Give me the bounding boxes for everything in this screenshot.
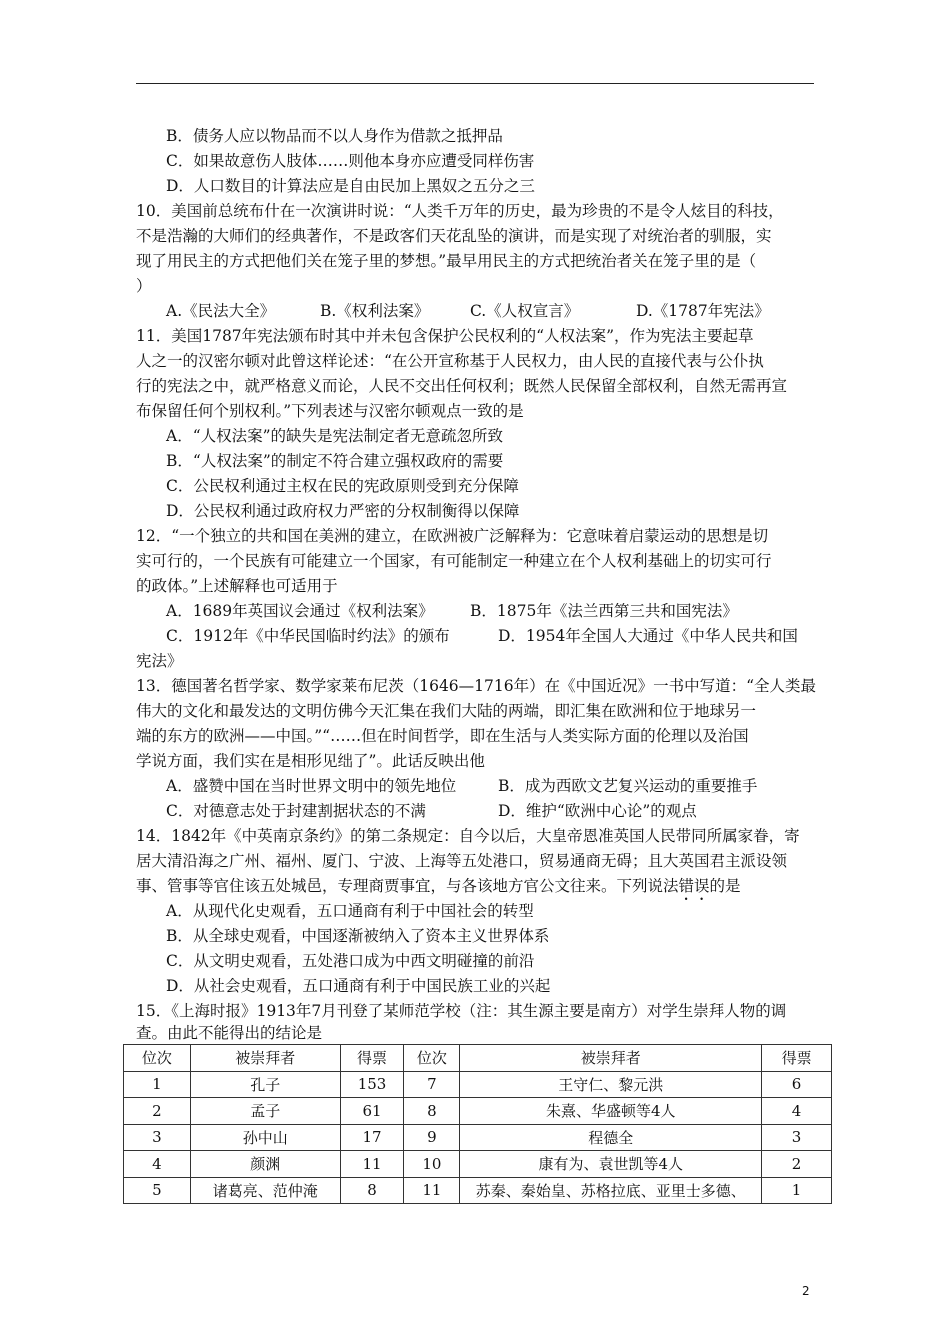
table-row <box>124 1098 832 1125</box>
q11-option-c: C．公民权利通过主权在民的宪政原则受到充分保障 <box>166 477 519 495</box>
q13-line: 学说方面，我们实在是相形见绌了”。此话反映出他 <box>136 752 485 770</box>
table-cell: 6 <box>762 1071 832 1098</box>
q11-line: 人之一的汉密尔顿对此曾这样论述：“在公开宣称基于人民权力，由人民的直接代表与公仆执 <box>136 352 764 370</box>
table-header: 得票 <box>762 1045 832 1072</box>
table-cell: 孔子 <box>190 1071 340 1098</box>
table-cell: 4 <box>762 1098 832 1125</box>
q10-option-c: C.《人权宣言》 <box>470 302 580 320</box>
table-cell: 孙中山 <box>190 1124 340 1151</box>
table-cell: 7 <box>404 1071 460 1098</box>
q13-line: 13．德国著名哲学家、数学家莱布尼茨（1646—1716年）在《中国近况》一书中写道：“全人类最 <box>136 677 817 695</box>
q11-line: 行的宪法之中，就严格意义而论，人民不交出任何权利；既然人民保留全部权利，自然无需再宣 <box>136 377 788 395</box>
table-cell: 11 <box>404 1177 460 1204</box>
table-cell: 153 <box>340 1071 404 1098</box>
q12-line: 12．“一个独立的共和国在美洲的建立，在欧洲被广泛解释为：它意味着启蒙运动的思想是切 <box>136 527 769 545</box>
q15-line: 查。由此不能得出的结论是 <box>136 1024 323 1042</box>
table-cell: 王守仁、黎元洪 <box>460 1071 762 1098</box>
table-header: 被崇拜者 <box>190 1045 340 1072</box>
q13-option-c: C．对德意志处于封建割据状态的不满 <box>166 802 426 820</box>
q13-option-d: D．维护“欧洲中心论”的观点 <box>498 802 697 820</box>
q10-option-a: A.《民法大全》 <box>166 302 276 320</box>
table-cell: 4 <box>124 1151 191 1178</box>
table-cell: 孟子 <box>190 1098 340 1125</box>
table-cell: 2 <box>124 1098 191 1125</box>
table-cell: 3 <box>762 1124 832 1151</box>
table-row <box>124 1071 832 1098</box>
q12-option-b: B．1875年《法兰西第三共和国宪法》 <box>470 602 738 620</box>
q11-option-d: D．公民权利通过政府权力严密的分权制衡得以保障 <box>166 502 520 520</box>
q12-option-d-continued: 宪法》 <box>136 652 183 670</box>
q10-line: 10．美国前总统布什在一次演讲时说：“人类千万年的历史，最为珍贵的不是令人炫目的科技， <box>136 202 784 220</box>
q12-option-c: C．1912年《中华民国临时约法》的颁布 <box>166 627 450 645</box>
table-cell: 诸葛亮、范仲淹 <box>190 1177 340 1204</box>
q14-option-b: B．从全球史观看，中国逐渐被纳入了资本主义世界体系 <box>166 927 550 945</box>
q9-option-b: B．债务人应以物品而不以人身作为借款之抵押品 <box>166 127 503 145</box>
q13-option-a: A．盛赞中国在当时世界文明中的领先地位 <box>166 777 457 795</box>
q14-option-d: D．从社会史观看，五口通商有利于中国民族工业的兴起 <box>166 977 551 995</box>
table-cell: 11 <box>340 1151 404 1178</box>
table-header: 得票 <box>340 1045 404 1072</box>
table-cell: 1 <box>124 1071 191 1098</box>
table-cell: 苏秦、秦始皇、苏格拉底、亚里士多德、 <box>460 1177 762 1204</box>
table-cell: 9 <box>404 1124 460 1151</box>
q14-line: 14．1842年《中英南京条约》的第二条规定：自今以后，大皇帝恩准英国人民带同所属家眷，寄 <box>136 827 800 845</box>
table-cell: 10 <box>404 1151 460 1178</box>
table-cell: 程德全 <box>460 1124 762 1151</box>
q11-line: 11．美国1787年宪法颁布时其中并未包含保护公民权利的“人权法案”，作为宪法主要起草 <box>136 327 754 345</box>
q10-line: 不是浩瀚的大师们的经典著作，不是政客们天花乱坠的演讲，而是实现了对统治者的驯服，实 <box>136 227 772 245</box>
q10-option-b: B.《权利法案》 <box>320 302 430 320</box>
q14-option-a: A．从现代化史观看，五口通商有利于中国社会的转型 <box>166 902 534 920</box>
table-cell: 朱熹、华盛顿等4人 <box>460 1098 762 1125</box>
q11-option-b: B．“人权法案”的制定不符合建立强权政府的需要 <box>166 452 504 470</box>
table-header: 位次 <box>124 1045 191 1072</box>
header-rule <box>136 83 814 84</box>
q10-option-d: D.《1787年宪法》 <box>636 302 770 320</box>
q9-option-c: C．如果故意伤人肢体……则他本身亦应遭受同样伤害 <box>166 152 535 170</box>
q12-line: 的政体。”上述解释也可适用于 <box>136 577 338 595</box>
q12-option-d: D．1954年全国人大通过《中华人民共和国 <box>498 627 798 645</box>
q9-option-d: D．人口数目的计算法应是自由民加上黑奴之五分之三 <box>166 177 535 195</box>
q10-line: 现了用民主的方式把他们关在笼子里的梦想。”最早用民主的方式把统治者关在笼子里的是（ <box>136 252 757 270</box>
q14-emphasis-word: 错误 <box>678 877 710 895</box>
survey-table <box>123 1044 832 1204</box>
q13-option-b: B．成为西欧文艺复兴运动的重要推手 <box>498 777 758 795</box>
table-cell: 61 <box>340 1098 404 1125</box>
table-cell: 颜渊 <box>190 1151 340 1178</box>
table-row <box>124 1177 832 1204</box>
q11-option-a: A．“人权法案”的缺失是宪法制定者无意疏忽所致 <box>166 427 504 445</box>
table-cell: 3 <box>124 1124 191 1151</box>
page-number: 2 <box>802 1284 810 1298</box>
q14-line-with-emphasis <box>136 876 816 904</box>
q10-line: ） <box>136 277 152 295</box>
q13-line: 伟大的文化和最发达的文明仿佛今天汇集在我们大陆的两端，即汇集在欧洲和位于地球另一 <box>136 702 757 720</box>
table-cell: 17 <box>340 1124 404 1151</box>
q12-line: 实可行的，一个民族有可能建立一个国家，有可能制定一种建立在个人权利基础上的切实可行 <box>136 552 772 570</box>
q13-line: 端的东方的欧洲——中国。”“……但在时间哲学，即在生活与人类实际方面的伦理以及治国 <box>136 727 749 745</box>
table-cell: 2 <box>762 1151 832 1178</box>
q14-option-c: C．从文明史观看，五处港口成为中西文明碰撞的前沿 <box>166 952 535 970</box>
table-cell: 5 <box>124 1177 191 1204</box>
table-cell: 康有为、袁世凯等4人 <box>460 1151 762 1178</box>
table-cell: 8 <box>340 1177 404 1204</box>
q11-line: 布保留任何个别权利。”下列表述与汉密尔顿观点一致的是 <box>136 402 524 420</box>
q15-line: 15．《上海时报》1913年7月刊登了某师范学校（注：其生源主要是南方）对学生崇拜人物的调 <box>136 1002 787 1020</box>
table-header: 位次 <box>404 1045 460 1072</box>
table-row <box>124 1124 832 1151</box>
q12-option-a: A．1689年英国议会通过《权利法案》 <box>166 602 434 620</box>
table-cell: 1 <box>762 1177 832 1204</box>
q14-line-tail: 的是 <box>709 877 741 895</box>
table-cell: 8 <box>404 1098 460 1125</box>
q14-line: 事、管事等官住该五处城邑，专理商贾事宜，与各该地方官公文往来。下列说法 <box>136 877 679 895</box>
table-header: 被崇拜者 <box>460 1045 762 1072</box>
table-row <box>124 1151 832 1178</box>
table-header-row <box>124 1045 832 1072</box>
q14-line: 居大清沿海之广州、福州、厦门、宁波、上海等五处港口，贸易通商无碍；且大英国君主派设领 <box>136 852 788 870</box>
